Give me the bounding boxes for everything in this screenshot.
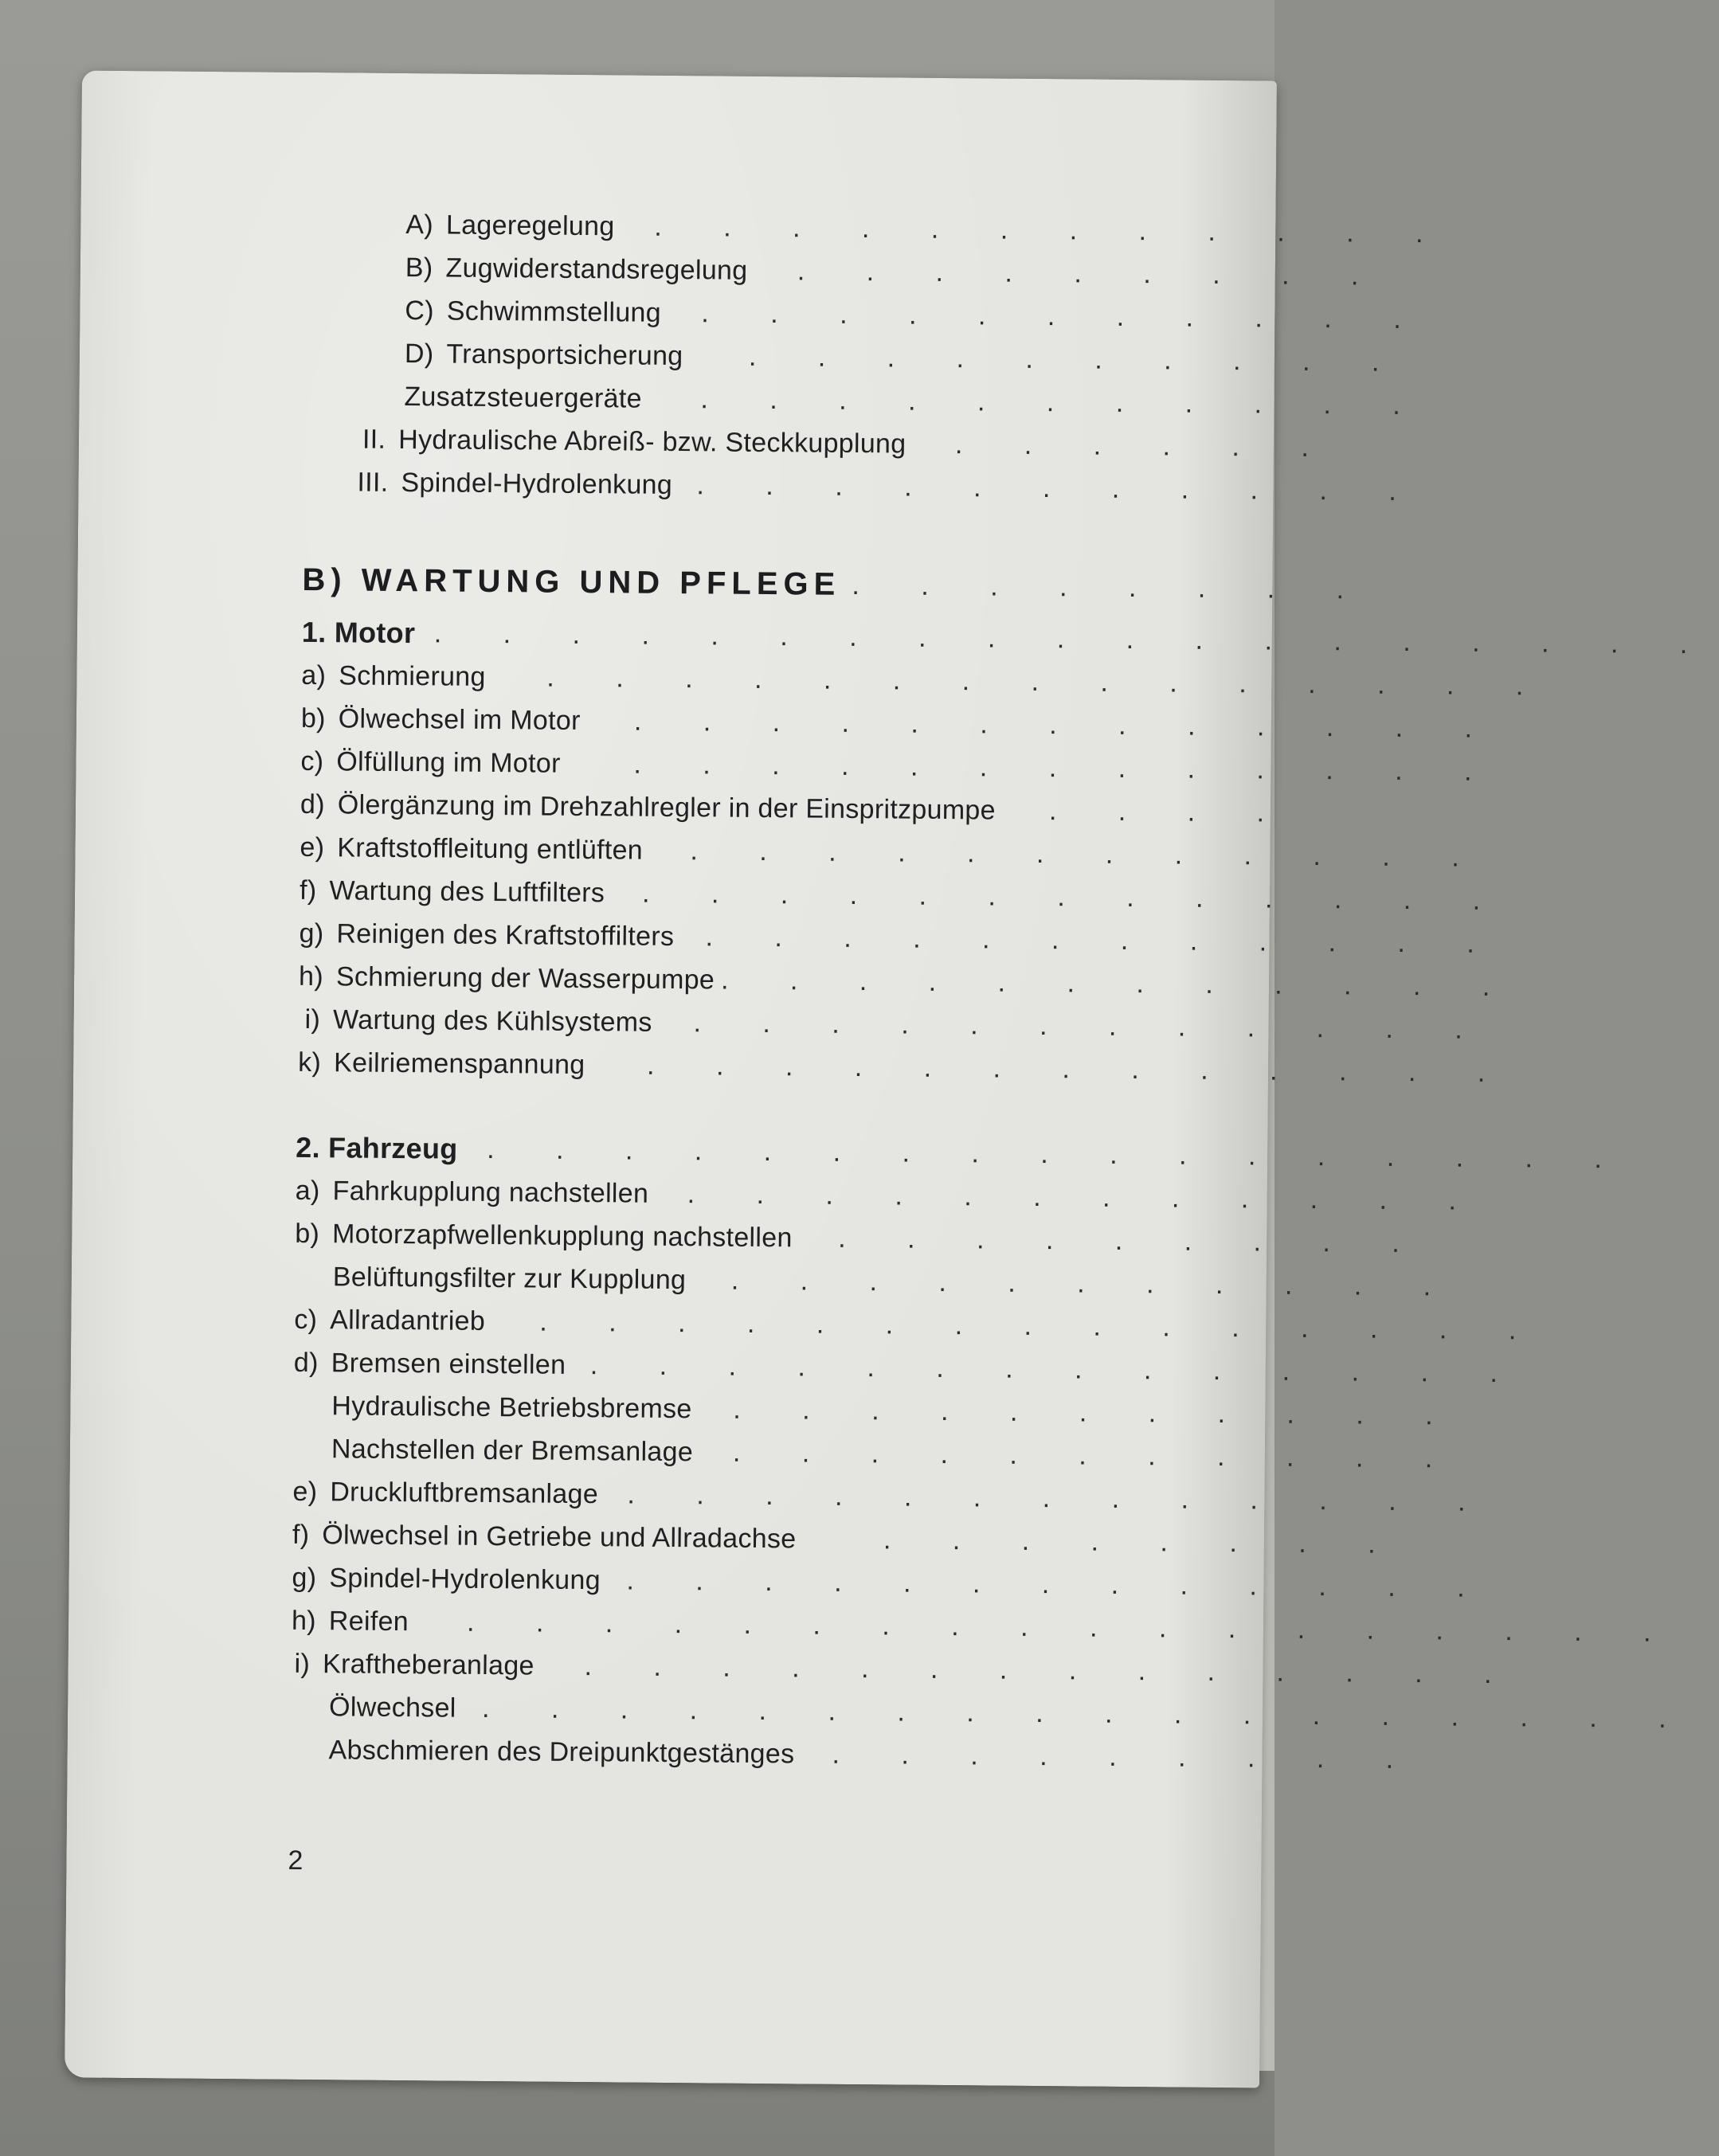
toc-entry: C) Schwimmstellung [405, 295, 662, 328]
toc-entry: h) Schmierung der Wasserpumpe [298, 961, 715, 996]
toc-entry: i) Wartung des Kühlsystems [304, 1004, 652, 1038]
toc-entry: Nachstellen der Bremsanlage [331, 1434, 694, 1468]
toc-entry: Zusatzsteuergeräte [404, 382, 642, 414]
toc-entry: A) Lageregelung [405, 209, 615, 242]
toc-entry: d) Ölergänzung im Drehzahlregler in der Einspritzpumpe [300, 788, 997, 826]
toc-entry: Hydraulische Betriebsbremse [331, 1391, 692, 1425]
leader-dots: . . . . . . . . . . . . . . . . . . [466, 1606, 1678, 1649]
leader-dots: . . . . . . . . . . . . . [627, 1479, 1493, 1518]
leader-dots: . . . . . . . . . . . . . . [584, 1651, 1519, 1690]
toc-entry: b) Ölwechsel im Motor [300, 702, 581, 736]
leader-dots: . . . . . . . . . . . . . . . [539, 1306, 1544, 1346]
toc-entry: c) Allradantrieb [294, 1304, 486, 1336]
leader-dots: . . . . . . . . . . . [732, 1437, 1460, 1474]
toc-entry: Ölwechsel [328, 1692, 456, 1724]
leader-dots: . . . . . . . . . . . [700, 384, 1427, 421]
leader-dots: . . . . . . . . . . . . [705, 921, 1502, 960]
toc-entry: a) Schmierung [301, 659, 486, 692]
leader-dots: . . . . . . . . . . . . . . . [546, 662, 1551, 702]
leader-dots: . . . . . . . . . . . . [720, 965, 1517, 1003]
leader-dots: . . . . . . . . . . . . . [633, 749, 1499, 788]
subsection-heading: 1. Motor [301, 615, 416, 650]
toc-entry: c) Ölfüllung im Motor [300, 745, 561, 779]
leader-dots: . . . . . . . . . . . . . [633, 706, 1500, 745]
leader-dots: . . . . . . . . . . . [730, 1265, 1459, 1302]
leader-dots: . . . . . . . . . . [748, 341, 1407, 378]
toc-entry: B) Zugwiderstandsregelung [405, 252, 748, 286]
leader-dots: . . . . . . . . . . . . . . . . . . [481, 1692, 1694, 1735]
toc-entry: g) Spindel-Hydrolenkung [292, 1562, 601, 1596]
leader-dots: . . . . . . . . . [838, 1223, 1427, 1259]
toc-entry: III. Spindel-Hydrolenkung [357, 467, 673, 500]
toc-entry: Abschmieren des Dreipunktgestänges [328, 1735, 795, 1770]
toc-entry: h) Reifen [291, 1605, 409, 1638]
subsection-heading: 2. Fahrzeug [296, 1130, 458, 1165]
leader-dots: . . . . . . . . . . . . . [641, 878, 1508, 917]
toc-entry: a) Fahrkupplung nachstellen [295, 1175, 649, 1209]
leader-dots: . . . . . . . . . . . . . . . . . . . [433, 618, 1715, 660]
leader-dots: . . . . . . [954, 429, 1337, 464]
leader-dots: . . . . . . . . . [797, 256, 1386, 292]
toc-entry: e) Druckluftbremsanlage [292, 1476, 599, 1510]
toc-entry: D) Transportsicherung [404, 338, 683, 372]
leader-dots: . . . . . . . . . . . . . . [589, 1350, 1525, 1389]
leader-dots: . . . . . . . . . . . . . . . . . [487, 1133, 1630, 1175]
toc-entry: f) Wartung des Luftfilters [299, 875, 605, 909]
toc-entry: f) Ölwechsel in Getriebe und Allradachse [292, 1519, 797, 1555]
leader-dots: . . . . . . . . . . . . [687, 1179, 1484, 1216]
leader-dots: . . . . . . . . [852, 569, 1372, 605]
leader-dots: . . . . . . . . . . . [701, 298, 1428, 335]
booklet-page [65, 71, 1715, 2088]
leader-dots: . . . . . . . . . . . . . [626, 1565, 1492, 1604]
leader-dots: . . . . . . . . . . . . [654, 211, 1451, 249]
toc-entry: Belüftungsfilter zur Kupplung [332, 1262, 687, 1296]
toc-entry: g) Reinigen des Kraftstoffilters [299, 918, 675, 953]
leader-dots: . . . . [1048, 796, 1292, 828]
section-heading: B) WARTUNG UND PFLEGE [302, 561, 841, 602]
leader-dots: . . . . . . . . . . . [733, 1394, 1460, 1431]
toc-entry: k) Keilriemenspannung [298, 1047, 585, 1081]
leader-dots: . . . . . . . . . . . . [693, 1008, 1490, 1045]
toc-entry: i) Kraftheberanlage [294, 1648, 534, 1681]
leader-dots: . . . . . . . . . [832, 1739, 1421, 1775]
leader-dots: . . . . . . . . [883, 1524, 1403, 1560]
toc-entry: e) Kraftstoffleitung entlüften [300, 831, 644, 866]
toc-entry: II. Hydraulische Abreiß- bzw. Steckkupplung [362, 424, 906, 460]
leader-dots: . . . . . . . . . . . . . [646, 1050, 1513, 1089]
toc-entry: d) Bremsen einstellen [293, 1347, 566, 1380]
leader-dots: . . . . . . . . . . . [696, 470, 1424, 507]
toc-entry: b) Motorzapfwellenkupplung nachstellen [295, 1218, 793, 1254]
page-number: 2 [288, 1845, 303, 1876]
leader-dots: . . . . . . . . . . . . [690, 835, 1486, 873]
